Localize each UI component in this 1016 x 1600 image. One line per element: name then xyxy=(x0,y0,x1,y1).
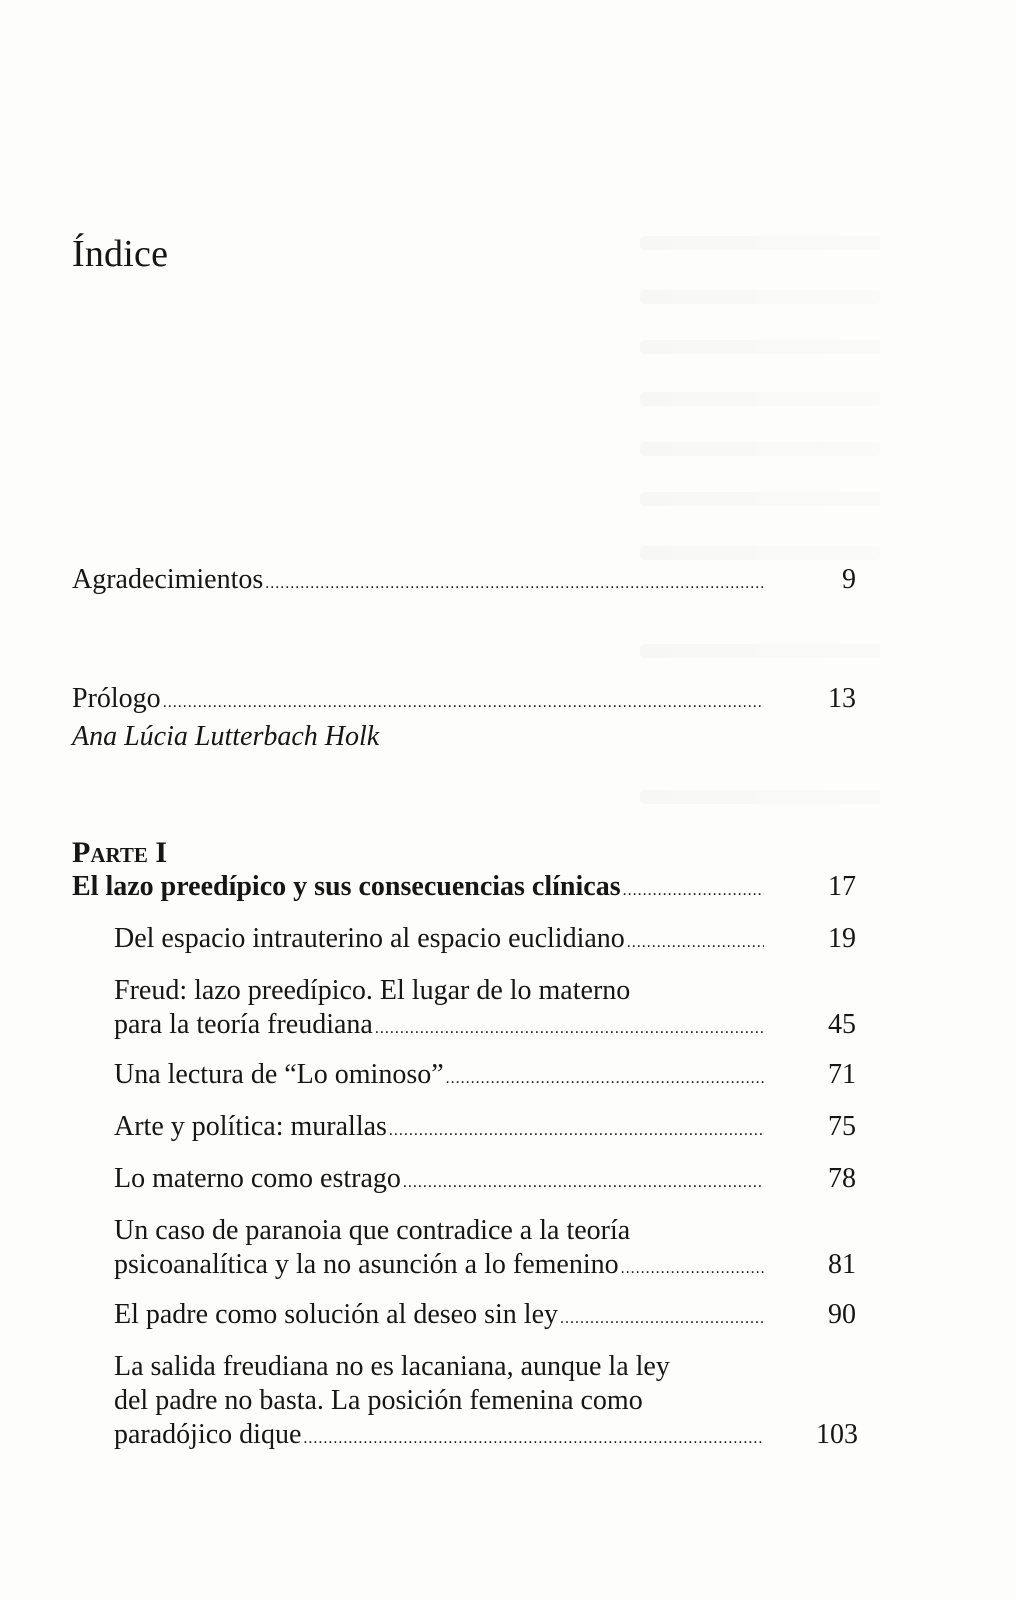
toc-line xyxy=(114,922,856,960)
page-number: 90 xyxy=(828,1299,856,1330)
toc-chapter xyxy=(114,974,856,1046)
toc-chapter xyxy=(114,1110,856,1148)
page-number: 17 xyxy=(828,871,856,902)
leader-dots xyxy=(303,1422,764,1456)
leader-dots xyxy=(163,686,764,720)
toc-chapter xyxy=(114,1162,856,1200)
chapter-title-line: Freud: lazo preedípico. El lugar de lo materno xyxy=(114,975,631,1006)
toc-chapter xyxy=(114,1058,856,1096)
page-number: 9 xyxy=(842,564,856,595)
leader-dots xyxy=(627,926,764,960)
toc-line xyxy=(72,563,856,601)
toc-entry-label: Agradecimientos xyxy=(72,564,264,595)
bleed-through-mark xyxy=(640,340,880,354)
toc-entry-label: Prólogo xyxy=(72,683,161,714)
page-number: 13 xyxy=(828,683,856,714)
chapter-title-line: paradójico dique xyxy=(114,1419,302,1450)
chapter-title: Una lectura de “Lo ominoso” xyxy=(114,1059,444,1090)
bleed-through-mark xyxy=(640,442,880,456)
part-label: Parte I xyxy=(72,836,168,869)
page-number: 45 xyxy=(828,1009,856,1040)
bleed-through-mark xyxy=(640,392,880,406)
chapter-title-line: Un caso de paranoia que contradice a la teoría xyxy=(114,1215,631,1246)
toc-chapter xyxy=(114,1298,856,1336)
leader-dots xyxy=(560,1302,764,1336)
bleed-through-mark xyxy=(640,236,880,250)
bleed-through-mark xyxy=(640,290,880,304)
part-title: El lazo preedípico y sus consecuencias clínicas xyxy=(72,871,621,902)
toc-line xyxy=(114,1162,856,1200)
prologue-author: Ana Lúcia Lutterbach Holk xyxy=(72,721,380,752)
chapter-title: Arte y política: murallas xyxy=(114,1111,387,1142)
leader-dots xyxy=(623,874,764,908)
chapter-title: El padre como solución al deseo sin ley xyxy=(114,1299,558,1330)
chapter-title-line: psicoanalítica y la no asunción a lo femenino xyxy=(114,1249,619,1280)
chapter-title: Lo materno como estrago xyxy=(114,1163,401,1194)
chapter-title-line: del padre no basta. La posición femenina como xyxy=(114,1385,643,1416)
toc-line xyxy=(114,1058,856,1096)
leader-dots xyxy=(375,1012,764,1046)
leader-dots xyxy=(621,1252,764,1286)
chapter-title-line: para la teoría freudiana xyxy=(114,1009,373,1040)
toc-line xyxy=(114,1298,856,1336)
page-number: 81 xyxy=(828,1249,856,1280)
toc-entry-agradecimientos xyxy=(72,563,856,601)
bleed-through-mark xyxy=(640,790,880,804)
page-number: 71 xyxy=(828,1059,856,1090)
toc-line xyxy=(114,1008,856,1046)
chapter-title: Del espacio intrauterino al espacio euclidiano xyxy=(114,923,625,954)
toc-line xyxy=(72,682,856,720)
toc-entry-prologo xyxy=(72,682,856,754)
toc-chapter xyxy=(114,1214,856,1286)
bleed-through-mark xyxy=(640,546,880,560)
page-title: Índice xyxy=(72,233,169,275)
bleed-through-mark xyxy=(640,492,880,506)
toc-line xyxy=(114,1418,856,1456)
leader-dots xyxy=(446,1062,764,1096)
toc-line xyxy=(114,1110,856,1148)
page-number: 19 xyxy=(828,923,856,954)
page-number: 78 xyxy=(828,1163,856,1194)
toc-chapter xyxy=(114,922,856,960)
chapter-title-line: La salida freudiana no es lacaniana, aunque la ley xyxy=(114,1351,670,1382)
page-number: 75 xyxy=(828,1111,856,1142)
toc-line xyxy=(114,1248,856,1286)
leader-dots xyxy=(403,1166,764,1200)
leader-dots xyxy=(389,1114,764,1148)
toc-chapter xyxy=(114,1350,856,1456)
leader-dots xyxy=(265,567,764,601)
bleed-through-mark xyxy=(640,644,880,658)
toc-part-heading xyxy=(72,836,856,908)
page-number: 103 xyxy=(816,1419,858,1450)
toc-line xyxy=(72,870,856,908)
